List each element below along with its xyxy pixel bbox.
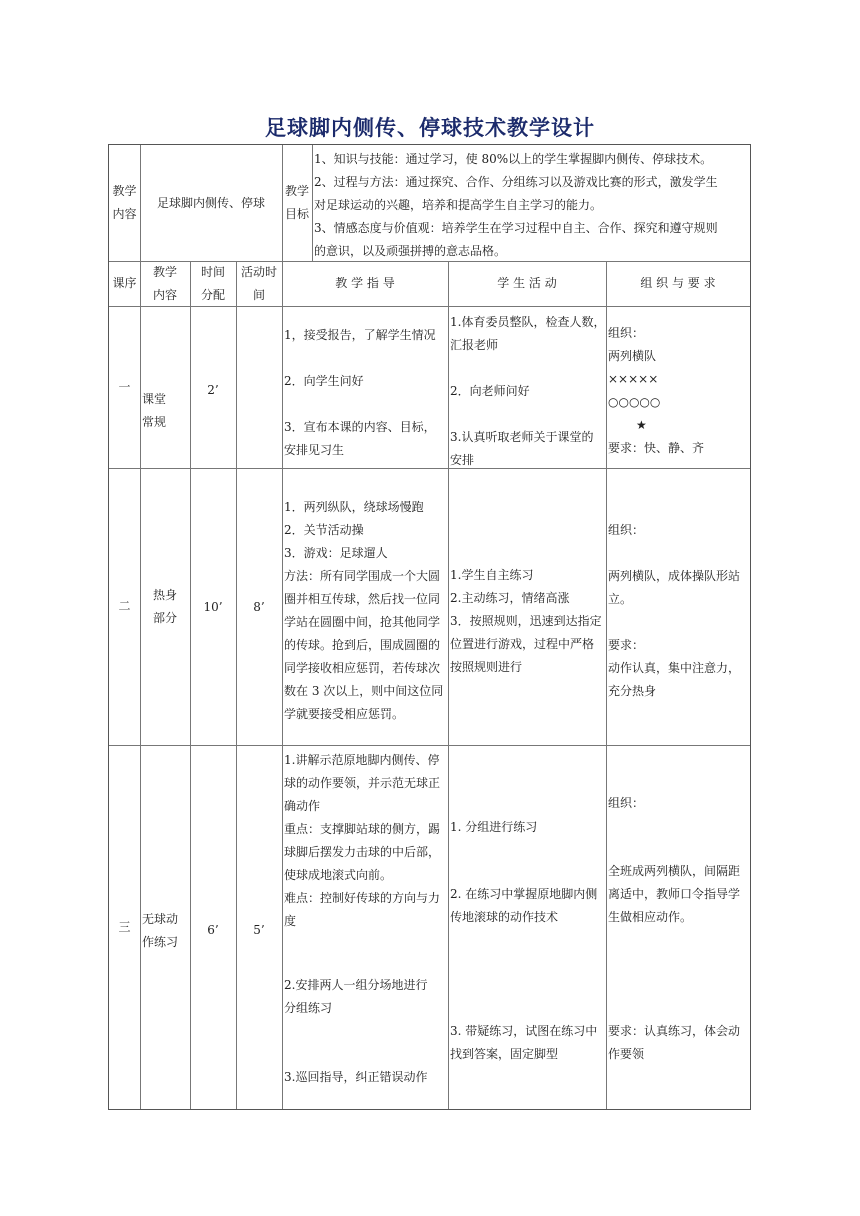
goal-label: 教学 目标 [284, 184, 309, 221]
col-header-guidance: 教 学 指 导 [335, 276, 395, 290]
row2-student: 1.学生自主练习 2.主动练习，情绪高涨 3．按照规则，迅速到达指定 位置进行游戏，过程中严格 按照规则进行 [450, 568, 602, 674]
row1-guidance: 1，接受报告，了解学生情况 2．向学生问好 3．宣布本课的内容、目标， 安排见习生 [284, 328, 436, 457]
row2-order: 二 [118, 599, 131, 613]
col-header-activity: 活动时 间 [240, 264, 277, 302]
row3-student-practice: 1. 分组进行练习 [450, 820, 538, 834]
col-header-student: 学 生 活 动 [497, 276, 557, 290]
row1-student: 1.体育委员整队，检查人数， 汇报老师 2．向老师问好 3.认真听取老师关于课堂的 安排 [450, 315, 606, 467]
lesson-plan-table [108, 144, 751, 1110]
row3-student-inquiry: 3. 带疑练习，试图在练习中 找到答案，固定脚型 [450, 1024, 598, 1061]
row1-time: 2’ [207, 383, 219, 397]
row1-organization: 组织： 两列横队 ××××× ○○○○○ ★ 要求：快、静、齐 [608, 322, 750, 460]
teacher-star-icon: ★ [636, 418, 647, 432]
col-header-organization: 组 织 与 要 求 [640, 276, 716, 290]
content-label: 教学 内容 [112, 184, 137, 221]
row3-organization-requirement: 要求：认真练习，体会动 作要领 [608, 1024, 741, 1061]
row2-time: 10’ [203, 600, 223, 614]
row3-guidance-explain: 1.讲解示范原地脚内侧传、停 球的动作要领，并示范无球正 确动作 重点：支撑脚站球的侧方，踢 球脚后摆发力击球的中后部， 使球成地滚式向前。 难点：控制好传球的方向与力 度 [284, 753, 441, 928]
col-header-time: 时间 分配 [200, 264, 225, 302]
row-divider [109, 468, 750, 469]
row3-content: 无球动 作练习 [142, 912, 179, 949]
row3-organization-label: 组织： [608, 796, 645, 810]
col-header-order: 课序 [112, 276, 137, 290]
row3-organization-formation: 全班成两列横队，间隔距 离适中，教师口令指导学 生做相应动作。 [608, 864, 741, 924]
row3-activity: 5’ [253, 923, 265, 937]
row1-order: 一 [118, 379, 131, 394]
document-title: 足球脚内侧传、停球技术教学设计 [265, 116, 595, 140]
row3-guidance-patrol: 3.巡回指导，纠正错误动作 [284, 1070, 428, 1084]
col-divider [282, 261, 283, 1109]
row3-student-master: 2. 在练习中掌握原地脚内侧 传地滚球的动作技术 [450, 887, 598, 924]
col-divider [448, 261, 449, 1109]
row1-content: 课堂 常规 [142, 392, 167, 429]
row3-guidance-pairs: 2.安排两人一组分场地进行 分组练习 [284, 978, 428, 1015]
row3-time: 6’ [207, 923, 219, 937]
col-divider [236, 261, 237, 1109]
row2-activity: 8’ [253, 600, 265, 614]
col-divider [606, 261, 607, 1109]
row2-content: 热身 部分 [152, 587, 177, 625]
row3-order: 三 [118, 919, 131, 934]
content-value: 足球脚内侧传、停球 [156, 195, 265, 210]
row2-organization: 组织： 两列横队，成体操队形站 立。 要求： 动作认真，集中注意力， 充分热身 [608, 523, 741, 698]
col-divider [312, 145, 313, 261]
goal-text: 1、知识与技能：通过学习，使 80%以上的学生掌握脚内侧传、停球技术。 2、过程与方法：通过探究、合作、分组练习以及游戏比赛的形式，激发学生 对足球运动的兴趣，培养和提高学生自主学习的能力。 3、情感态度与价值观：培养学生在学习过程中自主、合作、探究和遵守规则 的意识，以及顽强拼搏的意志品格。 [314, 152, 718, 258]
col-header-content: 教学 内容 [152, 264, 177, 302]
row-divider [109, 745, 750, 746]
row2-guidance: 1．两列纵队，绕球场慢跑 2．关节活动操 3．游戏：足球遛人 方法：所有同学围成一个大圆 圈并相互传球，然后找一位同 学站在圆圈中间，抢其他同学 的传球。抢到后，围成圆圈的 同学接收相应惩罚，若传球次 数在 3 次以上，则中间这位同 学就要接受相应惩罚。 [284, 500, 444, 721]
